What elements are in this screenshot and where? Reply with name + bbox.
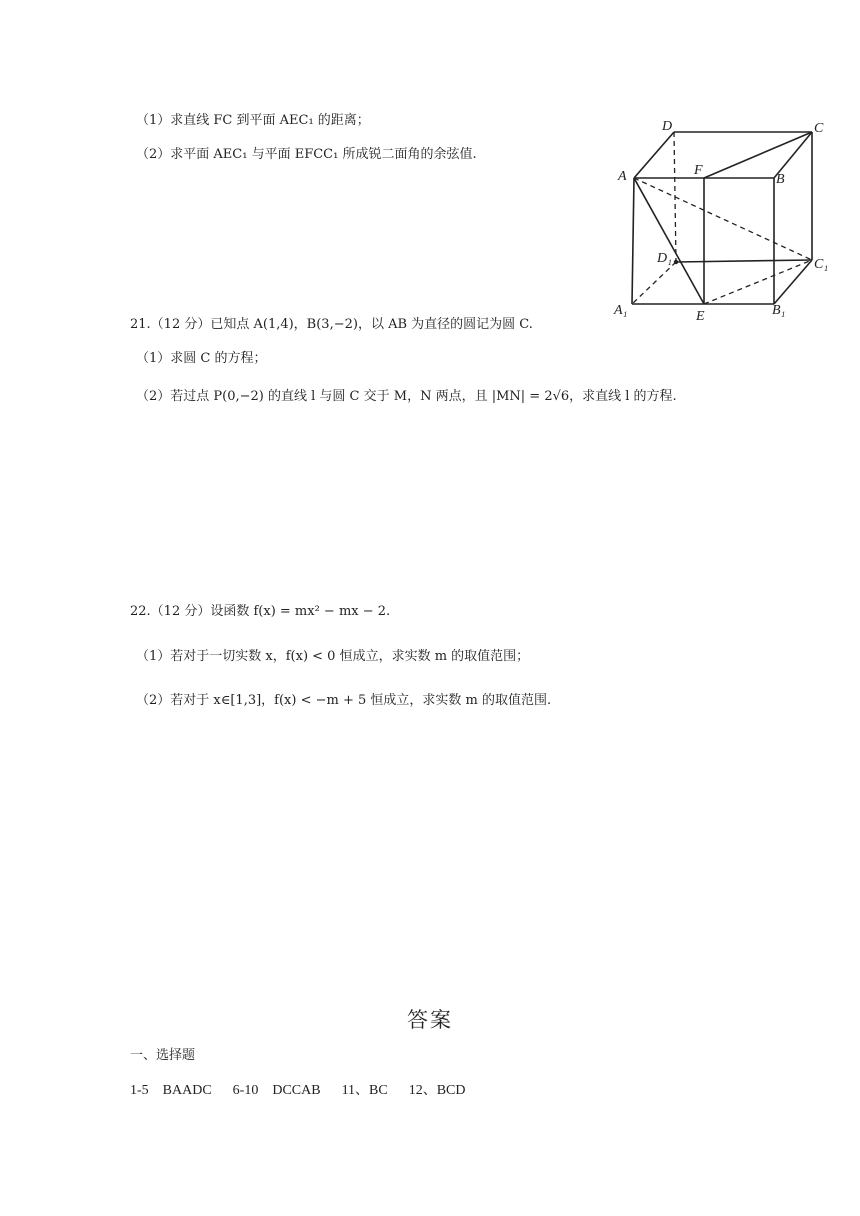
label-C1: C₁ (814, 257, 829, 272)
answers-section: 一、选择题 (130, 1048, 196, 1063)
cube-figure (600, 110, 840, 325)
label-A1: A₁ (614, 303, 628, 318)
label-F: F (694, 163, 703, 178)
q21-part2: （2）若过点 P(0,−2) 的直线 l 与圆 C 交于 M，N 两点，且 |MN| = 2√6，求直线 l 的方程. (136, 389, 677, 404)
label-D: D (662, 119, 673, 134)
q22-stem: 22.（12 分）设函数 f(x) = mx² − mx − 2. (130, 604, 391, 619)
answers-row: 1-5 BAADC 6-10 DCCAB 11、BC 12、BCD (130, 1083, 466, 1098)
label-A: A (618, 169, 627, 184)
q21-part1: （1）求圆 C 的方程； (136, 351, 267, 366)
label-E: E (696, 309, 705, 324)
q21-stem: 21.（12 分）已知点 A(1,4)，B(3,−2)，以 AB 为直径的圆记为圆 C. (130, 317, 533, 332)
label-D1: D₁ (657, 251, 672, 266)
answers-title: 答案 (407, 1008, 453, 1032)
q22-part2: （2）若对于 x∈[1,3]，f(x) < −m + 5 恒成立，求实数 m 的取值范围. (136, 693, 552, 708)
label-B: B (776, 172, 785, 187)
label-B1: B₁ (772, 303, 786, 318)
q22-part1: （1）若对于一切实数 x，f(x) < 0 恒成立，求实数 m 的取值范围； (136, 649, 530, 664)
q20-part1: （1）求直线 FC 到平面 AEC₁ 的距离； (136, 113, 370, 128)
q20-part2: （2）求平面 AEC₁ 与平面 EFCC₁ 所成锐二面角的余弦值. (136, 147, 477, 162)
label-C: C (814, 121, 824, 136)
